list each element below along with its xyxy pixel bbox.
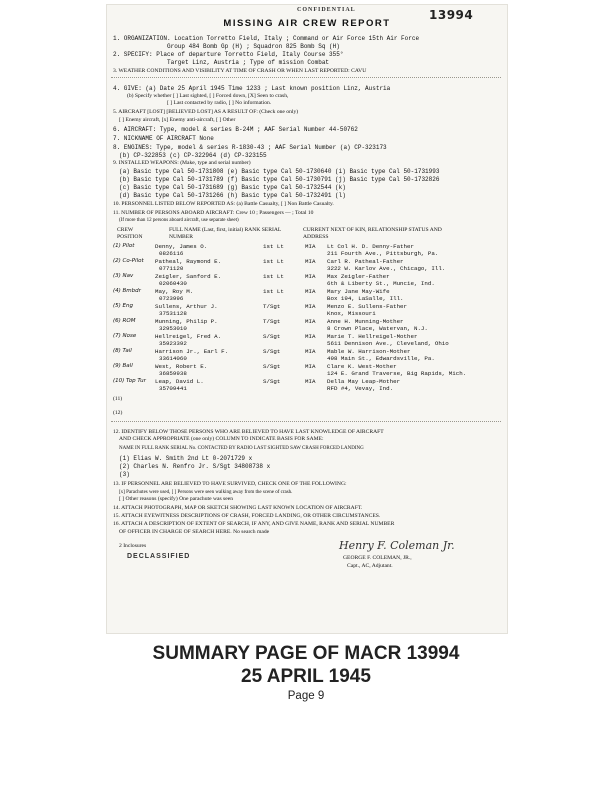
- item-13-parachutes: [x] Parachutes were used, [ ] Persons were seen walking away from the scene of crash.: [119, 490, 293, 495]
- crew-serial: 35923392: [159, 340, 187, 347]
- item-12-columns: NAME IN FULL RANK SERIAL No. CONTACTED BY RADIO LAST SIGHTED SAW CRASH FORCED LANDING: [119, 446, 364, 451]
- crew-name: West, Robert E.: [155, 363, 208, 370]
- crew-rank: 1st Lt: [263, 273, 284, 280]
- crew-position: (10) Top Tur: [113, 378, 146, 384]
- crew-rank: S/Sgt: [263, 378, 281, 385]
- crew-rank: 1st Lt: [263, 288, 284, 295]
- crew-rank: S/Sgt: [263, 363, 281, 370]
- page-number: Page 9: [287, 690, 325, 702]
- crew-status: MIA: [305, 288, 316, 295]
- scanned-form: [106, 4, 508, 634]
- crew-address: 498 Main St., Edwardsville, Pa.: [327, 355, 435, 362]
- item-4-specify-cont: [ ] Last contacted by radio, [ ] No information.: [167, 100, 272, 106]
- item-6-aircraft: 6. AIRCRAFT: Type, model & series B-24M ; AAF Serial Number 44-50762: [113, 126, 358, 133]
- caption-date: 25 APRIL 1945: [241, 666, 371, 687]
- item-11-note: (If more than 12 persons aboard aircraft, use separate sheet): [119, 218, 239, 223]
- crew-address: 8 Crown Place, Watervan, N.J.: [327, 325, 428, 332]
- crew-name: May, Roy M.: [155, 288, 194, 295]
- crew-address: 124 E. Grand Traverse, Big Rapids, Mich.: [327, 370, 467, 377]
- witness-3: (3): [119, 471, 130, 478]
- crew-serial: 0826116: [159, 250, 184, 257]
- crew-next-of-kin: Della May Leap-Mother: [327, 378, 401, 385]
- weapons-row-b: (b) Basic type Cal 50-1731789 (f) Basic type Cal 50-1730791 (j) Basic type Cal 50-1732826: [119, 176, 440, 183]
- crew-row-11: (11): [113, 396, 123, 402]
- crew-position: (4) Bmbdr: [113, 288, 141, 294]
- crew-row-12: (12): [113, 410, 123, 416]
- item-2-departure: 2. SPECIFY: Place of departure Torretto Field, Italy Course 355°: [113, 51, 344, 58]
- crew-name: Leap, David L.: [155, 378, 204, 385]
- crew-rank: S/Sgt: [263, 348, 281, 355]
- crew-name: Zeigler, Sanford E.: [155, 273, 222, 280]
- item-1-organization: 1. ORGANIZATION. Location Torretto Field, Italy ; Command or Air Force 15th Air Force: [113, 35, 420, 42]
- item-8-engines: 8. ENGINES: Type, model & series R-1830-43 ; AAF Serial Number (a) CP-323173: [113, 144, 387, 151]
- item-4-specify: (b) Specify whether [ ] Last sighted, [ ] Forced down, [X] Seen to crash,: [127, 93, 289, 99]
- crew-position: (8) Tail: [113, 348, 132, 354]
- item-12-check: AND CHECK APPROPRIATE (one only) COLUMN TO INDICATE BASIS FOR SAME:: [119, 436, 324, 442]
- crew-status: MIA: [305, 243, 316, 250]
- crew-name: Sullens, Arthur J.: [155, 303, 218, 310]
- crew-address: 5611 Dennison Ave., Cleveland, Ohio: [327, 340, 449, 347]
- item-4-date-time: 4. GIVE: (a) Date 25 April 1945 Time 1233 ; Last known position Linz, Austria: [113, 85, 391, 92]
- item-10-personnel: 10. PERSONNEL LISTED BELOW REPORTED AS: (a) Battle Casualty, [ ] Non Battle Casualty.: [113, 201, 334, 207]
- weapons-row-d: (d) Basic type Cal 50-1731266 (h) Basic type Cal 50-1732491 (l): [119, 192, 346, 199]
- signer-title: Capt., AC, Adjutant.: [347, 563, 393, 569]
- item-8-engine-serials: (b) CP-322853 (c) CP-322964 (d) CP-323155: [119, 152, 267, 159]
- divider: [111, 77, 501, 78]
- crew-position: (7) Nose: [113, 333, 137, 339]
- witness-1: (1) Elias W. Smith 2nd Lt 0-2071729 x: [119, 455, 253, 462]
- crew-position: (1) Pilot: [113, 243, 135, 249]
- crew-serial: 0723996: [159, 295, 184, 302]
- crew-serial: 36859938: [159, 370, 187, 377]
- crew-rank: T/Sgt: [263, 303, 281, 310]
- crew-serial: 02060430: [159, 280, 187, 287]
- item-11-persons-aboard: 11. NUMBER OF PERSONS ABOARD AIRCRAFT: Crew 10 ; Passengers — ; Total 10: [113, 210, 314, 216]
- item-2-target: Target Linz, Austria ; Type of mission Combat: [167, 59, 330, 66]
- crew-serial: 0771120: [159, 265, 184, 272]
- crew-next-of-kin: Marie T. Hellreigel-Mother: [327, 333, 418, 340]
- crew-position: (6) ROM: [113, 318, 136, 324]
- crew-position: (2) Co-Pilot: [113, 258, 144, 264]
- crew-name: Harrison Jr., Earl F.: [155, 348, 229, 355]
- item-14-photo: 14. ATTACH PHOTOGRAPH, MAP OR SKETCH SHOWING LAST KNOWN LOCATION OF AIRCRAFT.: [113, 505, 363, 511]
- crew-address: Knox, Missouri: [327, 310, 376, 317]
- witness-2: (2) Charles N. Renfro Jr. S/Sgt 34808738 x: [119, 463, 271, 470]
- crew-status: MIA: [305, 378, 316, 385]
- crew-serial: 33614060: [159, 355, 187, 362]
- crew-status: MIA: [305, 363, 316, 370]
- divider: [111, 421, 501, 422]
- crew-rank: 1st Lt: [263, 243, 284, 250]
- item-13-other: [ ] Other reasons (specify) One parachute was seen: [119, 496, 233, 502]
- crew-position: (5) Eng: [113, 303, 133, 309]
- crew-next-of-kin: Clare K. West-Mother: [327, 363, 397, 370]
- crew-serial: 35709441: [159, 385, 187, 392]
- item-12-identify: 12. IDENTIFY BELOW THOSE PERSONS WHO ARE BELIEVED TO HAVE LAST KNOWLEDGE OF AIRCRAFT: [113, 429, 384, 435]
- crew-position: (3) Nav: [113, 273, 134, 279]
- item-16-search: 16. ATTACH A DESCRIPTION OF EXTENT OF SEARCH, IF ANY, AND GIVE NAME, RANK AND SERIAL NUMBER: [113, 521, 395, 527]
- header-crew-position: CREW POSITION: [117, 227, 143, 240]
- crew-rank: T/Sgt: [263, 318, 281, 325]
- crew-next-of-kin: Menzo E. Sullens-Father: [327, 303, 408, 310]
- crew-address: 6th & Liberty St., Muncie, Ind.: [327, 280, 435, 287]
- item-3-weather: 3. WEATHER CONDITIONS AND VISIBILITY AT TIME OF CRASH OR WHEN LAST REPORTED: CAVU: [113, 68, 367, 74]
- crew-next-of-kin: Lt Col H. D. Denny-Father: [327, 243, 414, 250]
- item-13-survival: 13. IF PERSONNEL ARE BELIEVED TO HAVE SURVIVED, CHECK ONE OF THE FOLLOWING:: [113, 481, 347, 487]
- item-15-eyewitness: 15. ATTACH EYEWITNESS DESCRIPTIONS OF CRASH, FORCED LANDING, OR OTHER CIRCUMSTANCES.: [113, 513, 381, 519]
- crew-rank: S/Sgt: [263, 333, 281, 340]
- adjutant-signature: Henry F. Coleman Jr.: [339, 539, 455, 552]
- crew-address: 3222 W. Karlov Ave., Chicago, Ill.: [327, 265, 446, 272]
- crew-status: MIA: [305, 318, 316, 325]
- item-5-options: [ ] Enemy aircraft, [x] Enemy anti-aircraft, [ ] Other: [119, 117, 236, 123]
- crew-serial: 37531128: [159, 310, 187, 317]
- crew-status: MIA: [305, 303, 316, 310]
- signer-name: GEORGE F. COLEMAN, JR.,: [343, 555, 412, 561]
- crew-next-of-kin: Mary Jane May-Wife: [327, 288, 390, 295]
- crew-address: RFD #4, Vevay, Ind.: [327, 385, 394, 392]
- crew-address: 211 Fourth Ave., Pittsburgh, Pa.: [327, 250, 439, 257]
- header-name-rank-serial: FULL NAME (Last, first, initial) RANK SERIAL NUMBER: [169, 227, 282, 240]
- crew-next-of-kin: Carl R. Patheal-Father: [327, 258, 404, 265]
- crew-status: MIA: [305, 348, 316, 355]
- crew-next-of-kin: Max Zeigler-Father: [327, 273, 390, 280]
- crew-next-of-kin: Anne H. Munning-Mother: [327, 318, 404, 325]
- crew-name: Munning, Philip P.: [155, 318, 218, 325]
- crew-rank: 1st Lt: [263, 258, 284, 265]
- form-title: MISSING AIR CREW REPORT: [223, 18, 391, 29]
- crew-next-of-kin: Mable W. Harrison-Mother: [327, 348, 411, 355]
- item-7-nickname: 7. NICKNAME OF AIRCRAFT None: [113, 135, 214, 142]
- caption-title: SUMMARY PAGE OF MACR 13994: [152, 643, 460, 664]
- crew-status: MIA: [305, 273, 316, 280]
- handwritten-report-number: 13994: [429, 8, 474, 22]
- crew-name: Denny, James O.: [155, 243, 208, 250]
- weapons-row-a: (a) Basic type Cal 50-1731808 (e) Basic type Cal 50-1730640 (i) Basic type Cal 50-1731993: [119, 168, 440, 175]
- crew-serial: 32953010: [159, 325, 187, 332]
- weapons-row-c: (c) Basic type Cal 50-1731689 (g) Basic type Cal 50-1732544 (k): [119, 184, 346, 191]
- confidential-mark: CONFIDENTIAL: [297, 7, 356, 13]
- item-1-group: Group 484 Bomb Gp (H) ; Squadron 825 Bomb Sq (H): [167, 43, 340, 50]
- crew-status: MIA: [305, 258, 316, 265]
- crew-status: MIA: [305, 333, 316, 340]
- item-16-search-officer: OF OFFICER IN CHARGE OF SEARCH HERE. No search made: [119, 529, 270, 535]
- crew-name: Hellreigel, Fred A.: [155, 333, 222, 340]
- item-9-weapons: 9. INSTALLED WEAPONS: (Make, type and serial number): [113, 160, 251, 166]
- crew-name: Patheal, Raymond E.: [155, 258, 222, 265]
- crew-position: (9) Ball: [113, 363, 133, 369]
- header-status-kin: CURRENT NEXT OF KIN, RELATIONSHIP STATUS AND ADDRESS: [303, 227, 442, 240]
- crew-address: Box 194, LaSalle, Ill.: [327, 295, 404, 302]
- inclosures-note: 2 Inclosures: [119, 543, 147, 549]
- item-5-loss-cause: 5. AIRCRAFT [LOST] [BELIEVED LOST] AS A RESULT OF: (Check one only): [113, 109, 299, 115]
- declassified-stamp: DECLASSIFIED: [127, 553, 191, 560]
